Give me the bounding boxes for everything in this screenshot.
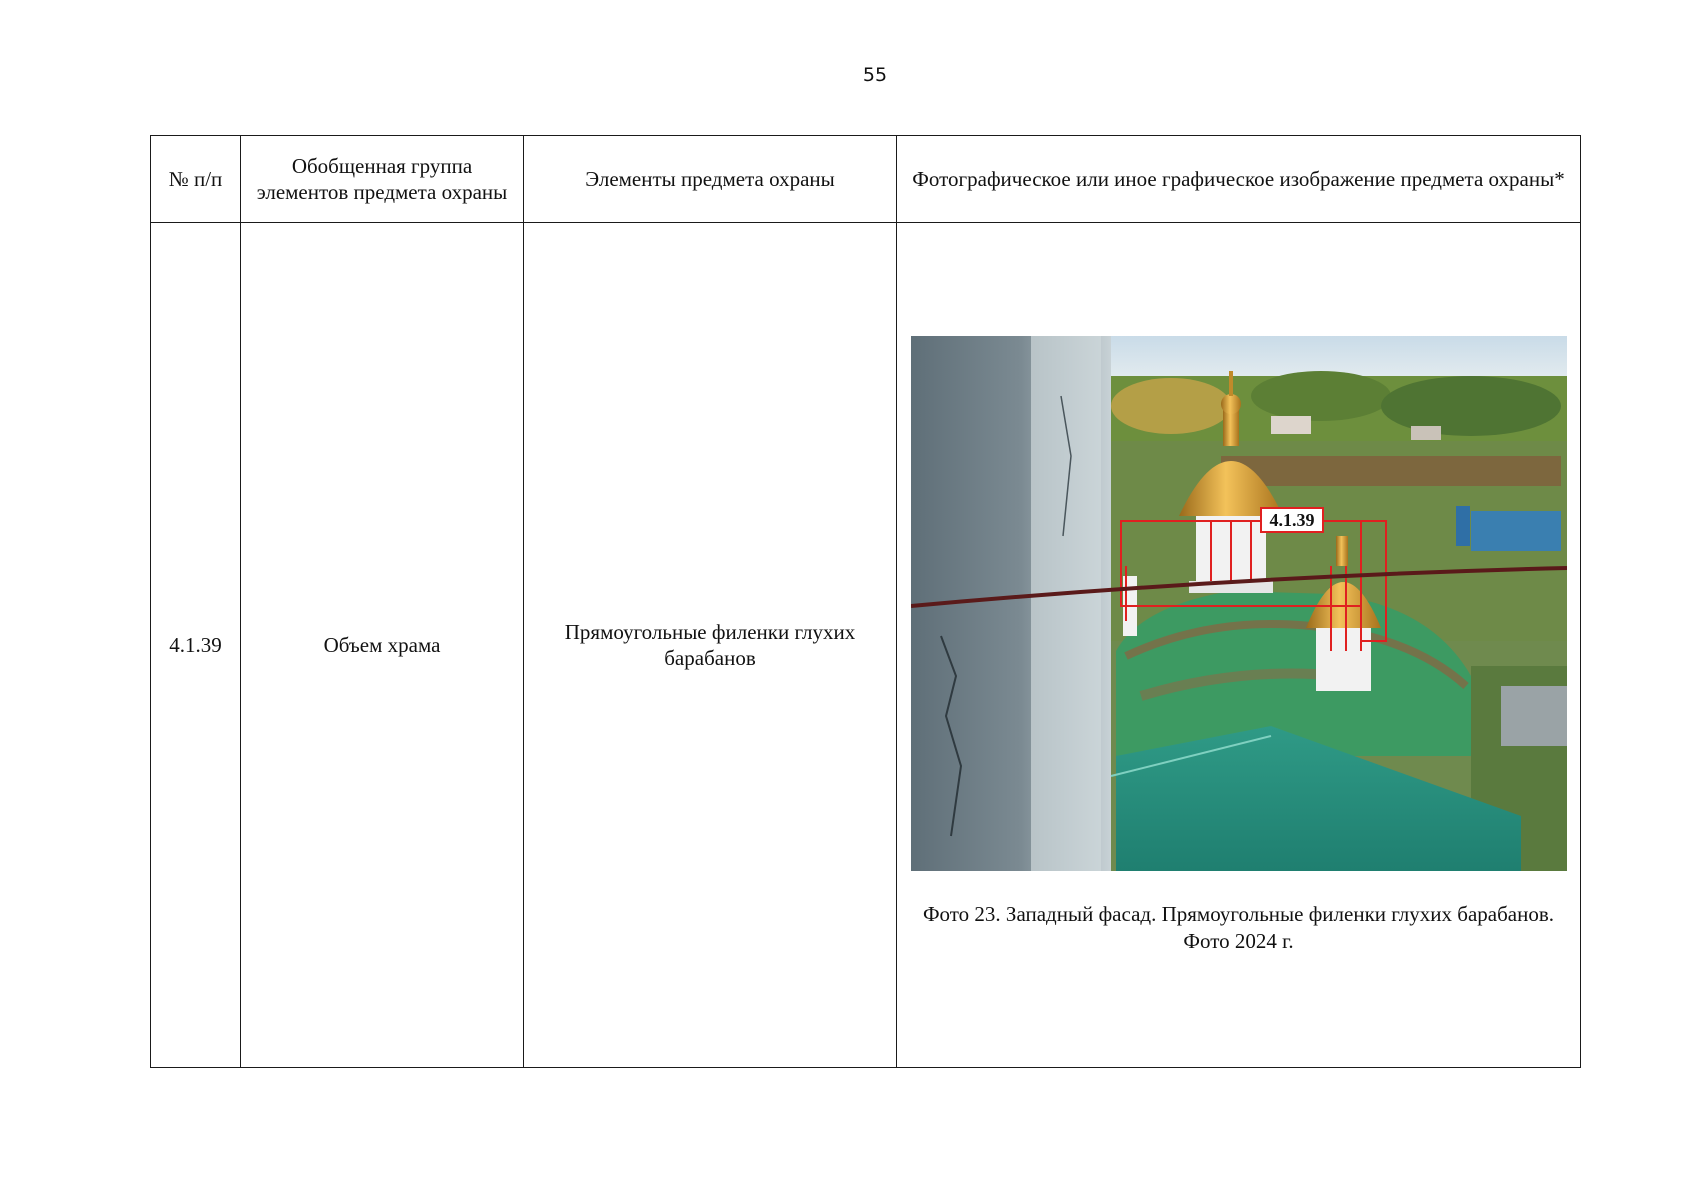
cell-group: Объем храма (241, 223, 524, 1068)
table-header (151, 136, 1581, 223)
table-row (151, 223, 1581, 1068)
caption-line-2: Фото 2024 г. (1183, 928, 1294, 953)
church-photo (911, 336, 1567, 871)
header-photo: Фотографическое или иное графическое изображение предмета охраны* (897, 136, 1581, 223)
photo-caption (905, 901, 1572, 955)
header-row (151, 136, 1581, 223)
header-group: Обобщенная группа элементов предмета охраны (241, 136, 524, 223)
page-number: 55 (862, 64, 888, 86)
photo-label: 4.1.39 (1269, 509, 1314, 530)
header-num: № п/п (151, 136, 241, 223)
cell-photo (897, 223, 1581, 1068)
cell-num: 4.1.39 (151, 223, 241, 1068)
cell-elements: Прямоугольные филенки глухих барабанов (524, 223, 897, 1068)
caption-line-1: Фото 23. Западный фасад. Прямоугольные филенки глухих барабанов. (922, 901, 1555, 926)
header-elements: Элементы предмета охраны (524, 136, 897, 223)
protection-table (150, 135, 1581, 1068)
